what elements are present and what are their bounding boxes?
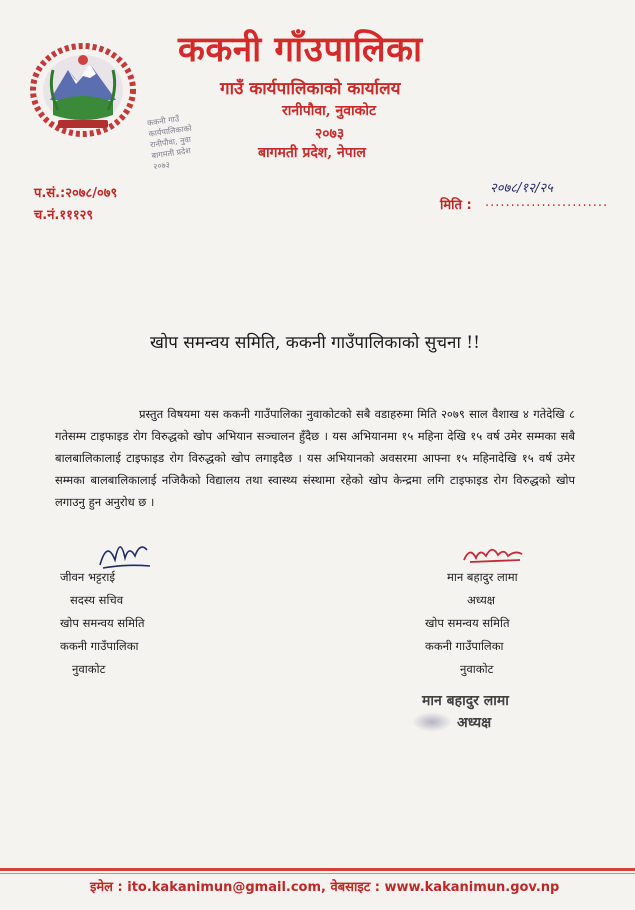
date-blank: ........................ (485, 195, 609, 210)
letterhead-title: ककनी गाँउपालिका (178, 30, 423, 70)
signatory-left (60, 570, 210, 685)
signatory-left-name: जीवन भट्टराई (60, 570, 115, 584)
letterhead-province: बागमती प्रदेश, नेपाल (258, 145, 366, 161)
signatory-right-district: नुवाकोट (460, 662, 494, 676)
dispatch-number: च.नं.१११२९ (34, 208, 94, 223)
office-stamp: ककनी गाउँ कार्यपालिकाको रानीपौवा, नुवा बागमती प्रदेश २०७३ (146, 114, 193, 172)
letterhead-address: रानीपौवा, नुवाकोट (282, 103, 377, 119)
signatory-right-municipality: ककनी गाउँपालिका (425, 639, 504, 653)
reference-number: प.सं.:२०७८/०७९ (34, 186, 118, 201)
signatory-right-role: अध्यक्ष (467, 593, 496, 607)
email-link[interactable]: ito.kakanimun@gmail.com, (127, 880, 326, 895)
name-stamp (422, 690, 562, 734)
signatory-right-committee: खोप समन्वय समिति (425, 616, 510, 630)
signatory-right-name: मान बहादुर लामा (447, 570, 518, 584)
signature-right (460, 540, 530, 570)
footer-divider-thin (0, 873, 635, 874)
signatory-right (425, 570, 565, 685)
email-label: इमेल : (90, 880, 123, 895)
notice-title: खोप समन्वय समिति, ककनी गाउँपालिकाको सुचना !! (150, 333, 480, 353)
signatory-left-role: सदस्य सचिव (70, 593, 124, 607)
letterhead-office: गाउँ कार्यपालिकाको कार्यालय (220, 79, 401, 99)
website-label: वेबसाइट : (330, 880, 380, 895)
stamp-name-line: मान बहादुर लामा (422, 693, 509, 709)
signature-left (95, 530, 155, 572)
handwritten-date: २०७८/१२/२५ (490, 181, 553, 196)
signatory-left-district: नुवाकोट (72, 662, 106, 676)
signatory-left-committee: खोप समन्वय समिति (60, 616, 145, 630)
footer (90, 877, 610, 895)
signatory-left-municipality: ककनी गाउँपालिका (60, 639, 139, 653)
website-link[interactable]: www.kakanimun.gov.np (384, 880, 560, 895)
letterhead-year: २०७३ (315, 126, 345, 142)
notice-body: प्रस्तुत विषयमा यस ककनी गाउँपालिका नुवाकोटको सबै वडाहरुमा मिति २०७९ साल वैशाख ४ गतेदेखि ८ गतेसम्म टाइफाइड रोग विरुद्धको खोप अभियान सञ्चालन हुँदैछ । यस अभियानमा १५ महिना देखि १५ वर्ष उमेर सम्मका सबै बालबालिकालाई टाइफाइड रोग विरुद्धको खोप लगाइदैछ । यस अभियानको अवसरमा आफ्ना १५ महिनादेखि १५ वर्ष उमेर सम्मका बालबालिकालाई नजिकैको विद्यालय तथा स्वास्थ्य संस्थामा रहेको खोप केन्द्रमा लगि टाइफाइड रोग विरुद्धको खोप लगाउनु हुन अनुरोध छ । (55, 407, 575, 509)
date-label: मिति : (440, 198, 472, 213)
nepal-emblem-icon (28, 40, 138, 140)
footer-divider (0, 868, 635, 871)
stamp-role-line: अध्यक्ष (457, 715, 492, 731)
